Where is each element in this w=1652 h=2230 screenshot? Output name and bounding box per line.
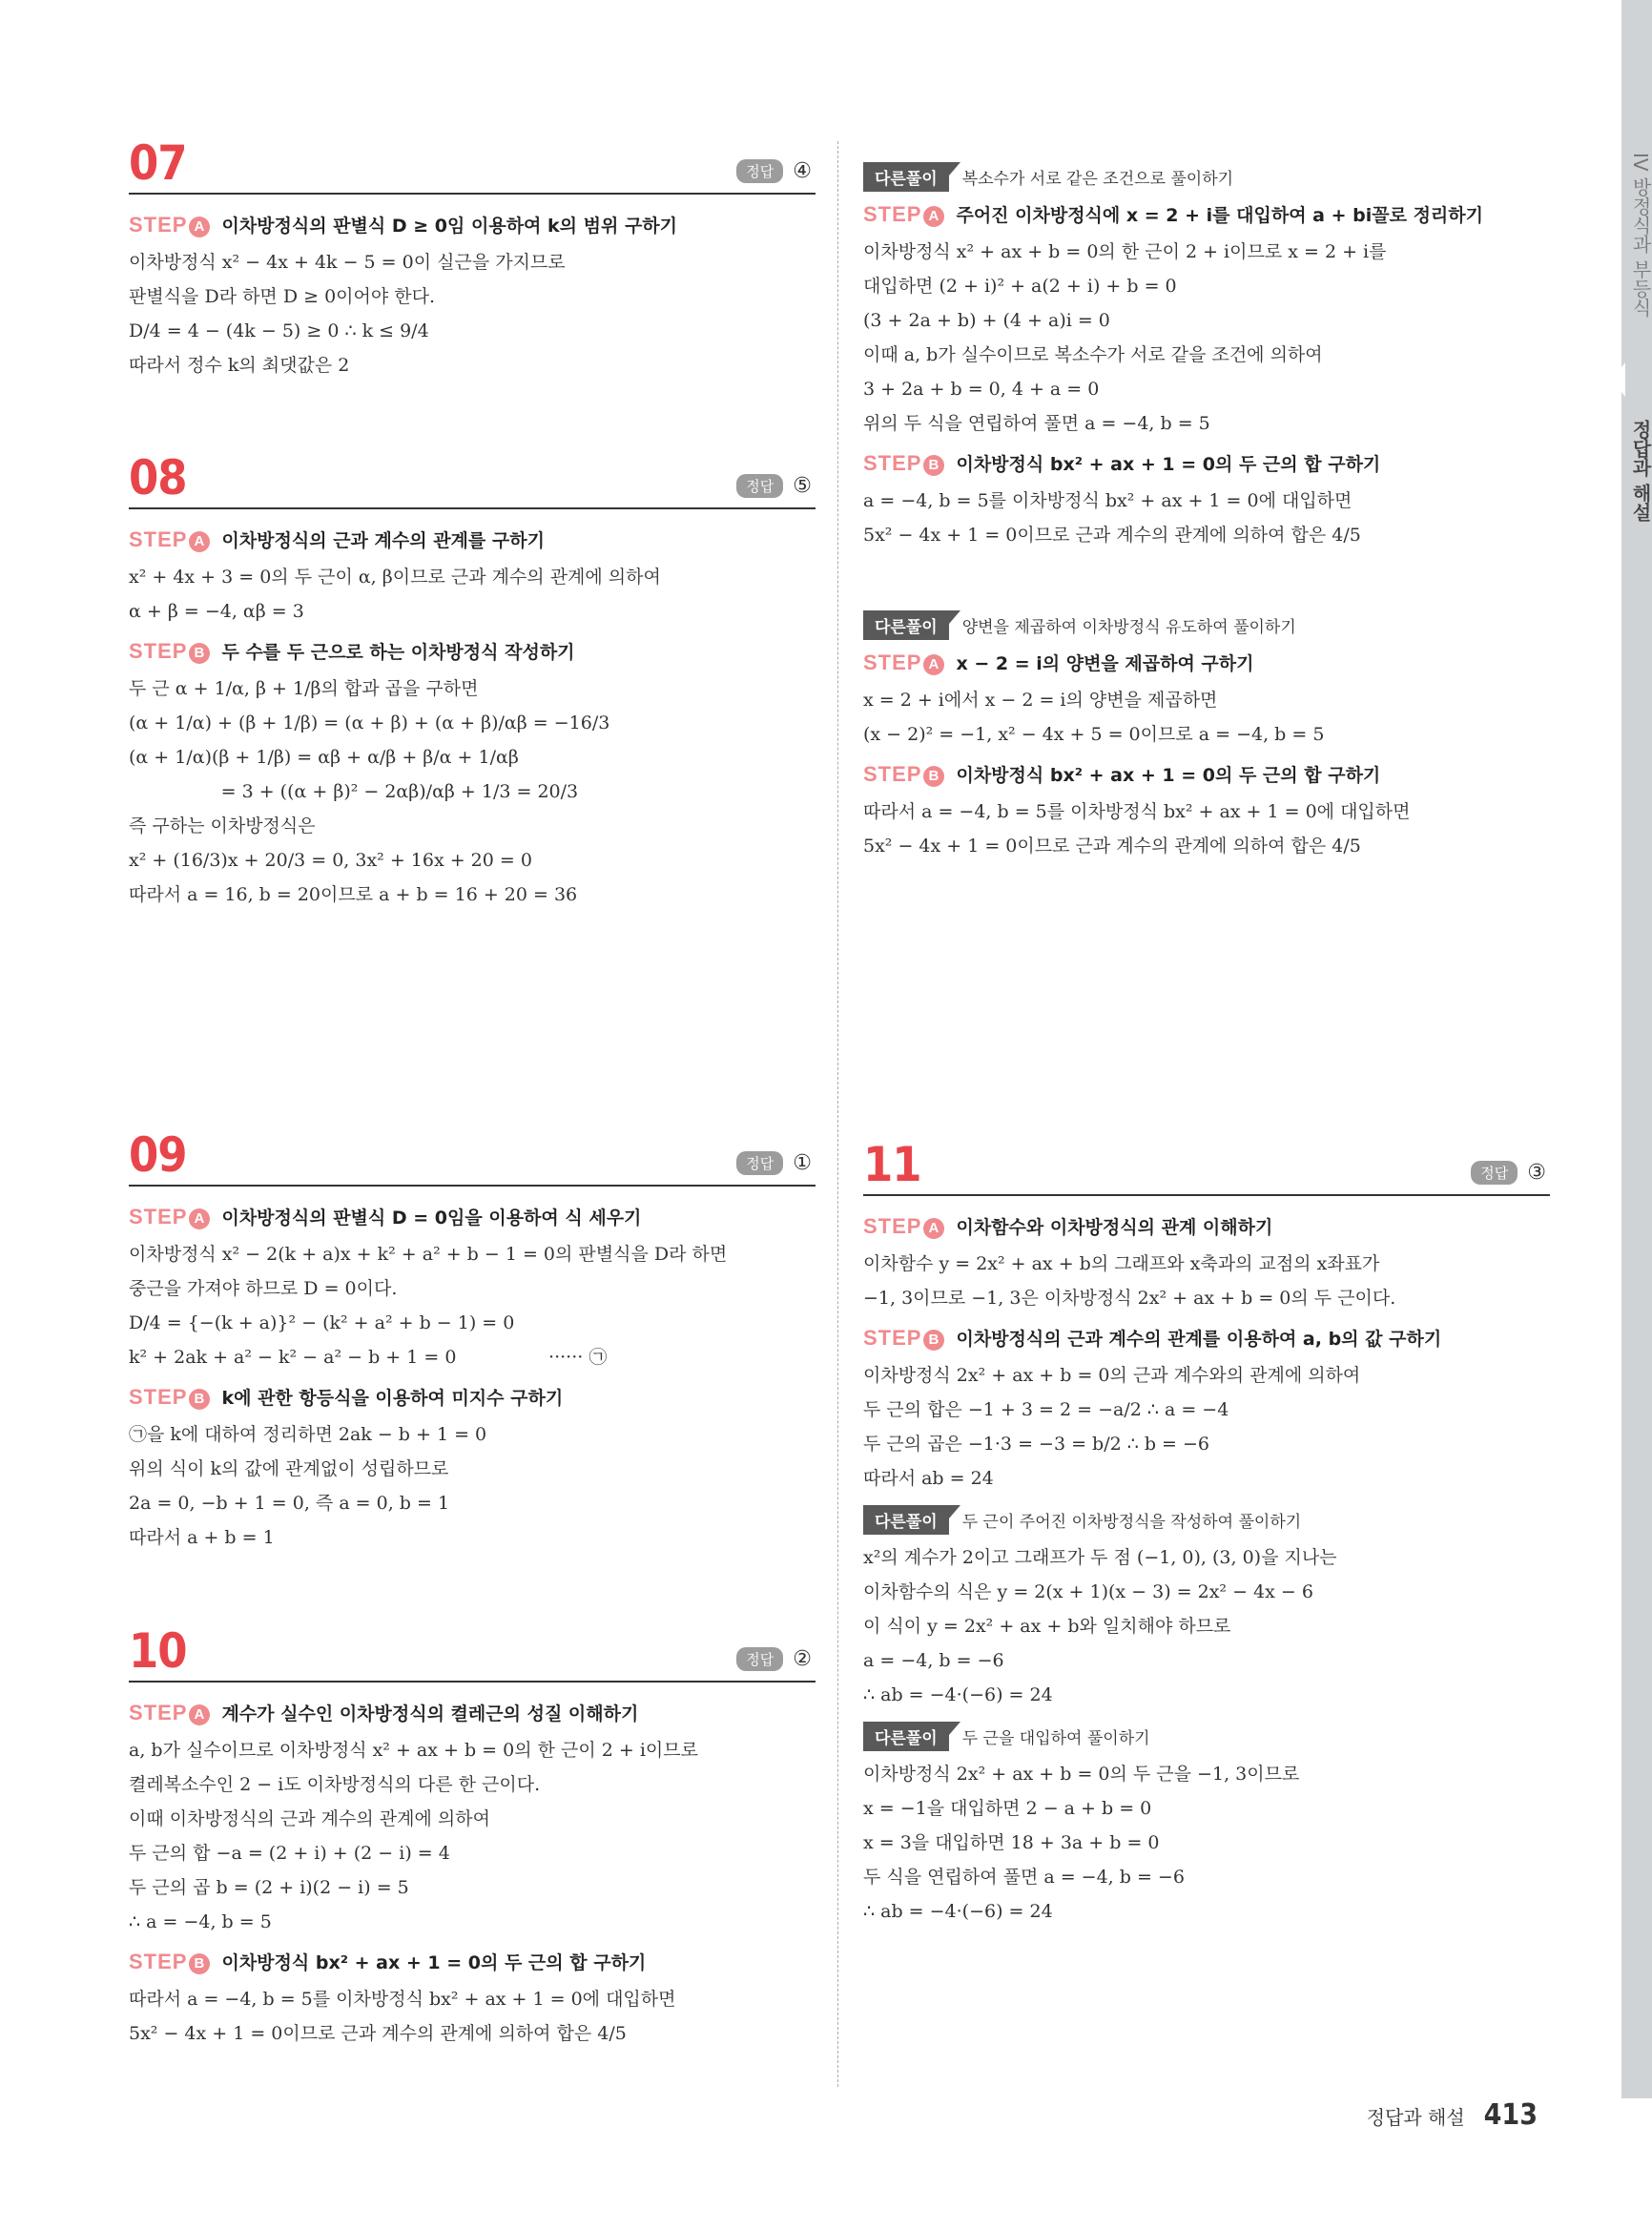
alt-title: 두 근이 주어진 이차방정식을 작성하여 풀이하기 <box>961 1513 1302 1532</box>
step-tag: STEP B <box>129 1385 210 1410</box>
step-heading <box>129 527 816 552</box>
step-tag: STEP B <box>863 762 944 787</box>
answer-badge: 정답 <box>736 1151 783 1175</box>
answer-value: ③ <box>1527 1161 1546 1185</box>
solution-line: 이차방정식 x² − 2(k + a)x + k² + a² + b − 1 = 0의 판별식을 D라 하면 <box>129 1244 728 1265</box>
solution-line: D/4 = {−(k + a)}² − (k² + a² + b − 1) = 0 <box>129 1312 515 1333</box>
solution-line: ∴ ab = −4·(−6) = 24 <box>863 1901 1053 1922</box>
solution-line: 따라서 정수 k의 최댓값은 2 <box>129 355 350 376</box>
answer-value: ② <box>793 1647 812 1671</box>
alt-solution-10a <box>863 153 1550 552</box>
step-heading <box>129 638 816 664</box>
alt-badge: 다른풀이 <box>863 610 949 640</box>
answer-badge: 정답 <box>1471 1161 1518 1185</box>
step-letter-badge: B <box>923 766 944 787</box>
solution-line: 5x² − 4x + 1 = 0이므로 근과 계수의 관계에 의하여 합은 4/5 <box>863 836 1361 857</box>
step-letter-badge: A <box>189 531 210 552</box>
alt-title: 두 근을 대입하여 풀이하기 <box>961 1729 1150 1748</box>
page-number: 413 <box>1483 2098 1538 2132</box>
problem-header <box>129 448 816 509</box>
answer <box>736 474 812 498</box>
solution-line: 이 식이 y = 2x² + ax + b와 일치해야 하므로 <box>863 1616 1231 1637</box>
step-title: x − 2 = i의 양변을 제곱하여 구하기 <box>956 653 1254 674</box>
solution-line: D/4 = 4 − (4k − 5) ≥ 0 ∴ k ≤ 9/4 <box>129 320 429 341</box>
step-letter-badge: B <box>189 1953 210 1974</box>
solution-line: 따라서 a + b = 1 <box>129 1527 275 1548</box>
solution-line: x = 2 + i에서 x − 2 = i의 양변을 제곱하면 <box>863 690 1218 711</box>
alt-badge: 다른풀이 <box>863 1505 949 1535</box>
step-tag: STEP A <box>129 1701 210 1725</box>
solution-line: 중근을 가져야 하므로 D = 0이다. <box>129 1278 398 1299</box>
solution-line: 두 식을 연립하여 풀면 a = −4, b = −6 <box>863 1867 1185 1888</box>
solution-line: ∴ ab = −4·(−6) = 24 <box>863 1684 1053 1705</box>
problem-header <box>863 1135 1550 1196</box>
problem-number: 10 <box>129 1623 187 1679</box>
step-title: k에 관한 항등식을 이용하여 미지수 구하기 <box>221 1388 564 1409</box>
step-heading <box>129 1384 816 1410</box>
alt-badge: 다른풀이 <box>863 1722 949 1751</box>
problem-10 <box>129 1621 816 2051</box>
solution-line: 판별식을 D라 하면 D ≥ 0이어야 한다. <box>129 286 436 307</box>
solution-line: 즉 구하는 이차방정식은 <box>129 816 316 836</box>
solution-line: x = 3을 대입하면 18 + 3a + b = 0 <box>863 1832 1160 1853</box>
step-title: 이차방정식 bx² + ax + 1 = 0의 두 근의 합 구하기 <box>956 454 1381 475</box>
step-heading <box>863 1213 1550 1239</box>
step-title: 이차함수와 이차방정식의 관계 이해하기 <box>956 1217 1273 1238</box>
solution-line: 대입하면 (2 + i)² + a(2 + i) + b = 0 <box>863 276 1177 297</box>
step-tag: STEP B <box>863 1326 944 1351</box>
solution-line: 따라서 a = −4, b = 5를 이차방정식 bx² + ax + 1 = 0에 대입하면 <box>863 801 1411 822</box>
chapter-tab-text: IV 방정식과 부등식 <box>1629 153 1652 318</box>
solution-line: 5x² − 4x + 1 = 0이므로 근과 계수의 관계에 의하여 합은 4/5 <box>863 525 1361 546</box>
step-letter-badge: B <box>189 643 210 664</box>
step-letter-badge: A <box>923 206 944 227</box>
chapter-side-tab <box>1621 0 1652 2098</box>
alt-heading <box>863 1722 1550 1751</box>
step-letter-badge: B <box>923 455 944 476</box>
step-letter-badge: A <box>923 654 944 675</box>
step-letter-badge: A <box>923 1218 944 1239</box>
step-heading <box>129 1204 816 1229</box>
solution-line: 두 근 α + 1/α, β + 1/β의 합과 곱을 구하면 <box>129 678 479 699</box>
alt-title: 복소수가 서로 같은 조건으로 풀이하기 <box>961 170 1234 189</box>
alt-heading <box>863 1505 1550 1535</box>
alt-heading <box>863 610 1550 640</box>
solution-line: 이차방정식 2x² + ax + b = 0의 두 근을 −1, 3이므로 <box>863 1764 1300 1785</box>
problem-header <box>129 1621 816 1683</box>
step-heading <box>863 201 1550 227</box>
step-title: 이차방정식의 판별식 D ≥ 0임 이용하여 k의 범위 구하기 <box>221 216 678 237</box>
solution-line: k² + 2ak + a² − k² − a² − b + 1 = 0 ······ ㉠ <box>129 1347 608 1368</box>
step-tag: STEP B <box>129 639 210 664</box>
solution-line: 이때 a, b가 실수이므로 복소수가 서로 같을 조건에 의하여 <box>863 344 1323 365</box>
step-heading <box>863 650 1550 675</box>
solution-line: 위의 식이 k의 값에 관계없이 성립하므로 <box>129 1458 449 1479</box>
solution-line: 위의 두 식을 연립하여 풀면 a = −4, b = 5 <box>863 413 1210 434</box>
solution-line: 이차함수 y = 2x² + ax + b의 그래프와 x축과의 교점의 x좌표가 <box>863 1253 1380 1274</box>
alt-solution-10b <box>863 601 1550 863</box>
solution-line: 이차함수의 식은 y = 2(x + 1)(x − 3) = 2x² − 4x − 6 <box>863 1581 1313 1602</box>
solution-line: 2a = 0, −b + 1 = 0, 즉 a = 0, b = 1 <box>129 1493 450 1514</box>
answer <box>736 159 812 183</box>
step-letter-badge: B <box>923 1330 944 1351</box>
solution-line: 이차방정식 2x² + ax + b = 0의 근과 계수와의 관계에 의하여 <box>863 1365 1361 1386</box>
answer <box>1471 1161 1546 1185</box>
solution-line: 이차방정식 x² + ax + b = 0의 한 근이 2 + i이므로 x = 2 + i를 <box>863 241 1387 262</box>
step-heading <box>129 1700 816 1725</box>
solution-line: 두 근의 합은 −1 + 3 = 2 = −a/2 ∴ a = −4 <box>863 1399 1229 1420</box>
step-tag: STEP A <box>129 527 210 552</box>
step-heading <box>863 1325 1550 1351</box>
step-heading <box>863 450 1550 476</box>
solution-line: 따라서 ab = 24 <box>863 1468 994 1489</box>
solution-line: a = −4, b = 5를 이차방정식 bx² + ax + 1 = 0에 대입하면 <box>863 490 1353 511</box>
problem-number: 08 <box>129 450 187 506</box>
solution-line: x² + (16/3)x + 20/3 = 0, 3x² + 16x + 20 = 0 <box>129 850 532 871</box>
solution-line: α + β = −4, αβ = 3 <box>129 601 304 622</box>
footer-label: 정답과 해설 <box>1366 2106 1465 2129</box>
step-tag: STEP A <box>863 650 944 675</box>
section-tab-text: 정답과 해설 <box>1629 420 1652 522</box>
page-footer <box>1367 2098 1538 2132</box>
answer <box>736 1647 812 1671</box>
step-title: 이차방정식 bx² + ax + 1 = 0의 두 근의 합 구하기 <box>221 1952 647 1973</box>
step-tag: STEP A <box>129 213 210 237</box>
problem-number: 09 <box>129 1127 187 1183</box>
answer <box>736 1151 812 1175</box>
step-title: 이차방정식의 근과 계수의 관계를 이용하여 a, b의 값 구하기 <box>956 1329 1442 1350</box>
step-heading <box>129 1949 816 1974</box>
solution-line: 두 근의 합 −a = (2 + i) + (2 − i) = 4 <box>129 1843 450 1864</box>
tab-pointer-icon <box>1612 362 1625 397</box>
answer-badge: 정답 <box>736 159 783 183</box>
solution-line: 이차방정식 x² − 4x + 4k − 5 = 0이 실근을 가지므로 <box>129 252 566 273</box>
alt-title: 양변을 제곱하여 이차방정식 유도하여 풀이하기 <box>961 618 1296 637</box>
solution-line: ∴ a = −4, b = 5 <box>129 1911 272 1932</box>
solution-line: x = −1을 대입하면 2 − a + b = 0 <box>863 1798 1152 1819</box>
step-letter-badge: A <box>189 1704 210 1725</box>
step-letter-badge: A <box>189 217 210 237</box>
problem-header <box>129 134 816 195</box>
step-heading <box>129 212 816 237</box>
step-tag: STEP B <box>863 451 944 476</box>
answer-badge: 정답 <box>736 474 783 498</box>
solution-line: (3 + 2a + b) + (4 + a)i = 0 <box>863 310 1110 331</box>
step-letter-badge: A <box>189 1208 210 1229</box>
alt-heading <box>863 162 1550 192</box>
solution-line: 두 근의 곱 b = (2 + i)(2 − i) = 5 <box>129 1877 409 1898</box>
solution-line: 5x² − 4x + 1 = 0이므로 근과 계수의 관계에 의하여 합은 4/5 <box>129 2023 627 2044</box>
solution-line: 3 + 2a + b = 0, 4 + a = 0 <box>863 379 1100 400</box>
answer-value: ① <box>793 1151 812 1175</box>
step-tag: STEP A <box>129 1205 210 1229</box>
solution-line: a, b가 실수이므로 이차방정식 x² + ax + b = 0의 한 근이 2 + i이므로 <box>129 1740 698 1761</box>
step-title: 이차방정식의 근과 계수의 관계를 구하기 <box>221 530 545 551</box>
answer-value: ⑤ <box>793 474 812 498</box>
problem-09 <box>129 1125 816 1555</box>
problem-07 <box>129 134 816 382</box>
solution-line: (α + 1/α)(β + 1/β) = αβ + α/β + β/α + 1/αβ <box>129 747 519 768</box>
problem-08 <box>129 448 816 912</box>
problem-header <box>129 1125 816 1187</box>
solution-line: (x − 2)² = −1, x² − 4x + 5 = 0이므로 a = −4, b = 5 <box>863 724 1325 745</box>
solution-line: −1, 3이므로 −1, 3은 이차방정식 2x² + ax + b = 0의 두 근이다. <box>863 1288 1396 1309</box>
solution-line: ㉠을 k에 대하여 정리하면 2ak − b + 1 = 0 <box>129 1424 487 1445</box>
solution-line: 따라서 a = −4, b = 5를 이차방정식 bx² + ax + 1 = 0에 대입하면 <box>129 1989 676 2010</box>
solution-line: 켤레복소수인 2 − i도 이차방정식의 다른 한 근이다. <box>129 1774 541 1795</box>
solution-line: 따라서 a = 16, b = 20이므로 a + b = 16 + 20 = 36 <box>129 884 578 905</box>
problem-number: 11 <box>863 1137 921 1192</box>
answer-value: ④ <box>793 159 812 183</box>
answer-badge: 정답 <box>736 1647 783 1671</box>
solution-line: 두 근의 곱은 −1·3 = −3 = b/2 ∴ b = −6 <box>863 1434 1210 1455</box>
step-tag: STEP A <box>863 202 944 227</box>
step-title: 계수가 실수인 이차방정식의 켤레근의 성질 이해하기 <box>221 1703 639 1724</box>
solution-line: = 3 + ((α + β)² − 2αβ)/αβ + 1/3 = 20/3 <box>129 781 579 802</box>
solution-line: x² + 4x + 3 = 0의 두 근이 α, β이므로 근과 계수의 관계에 의하여 <box>129 567 661 588</box>
column-divider <box>837 141 838 2087</box>
step-title: 두 수를 두 근으로 하는 이차방정식 작성하기 <box>221 642 575 663</box>
solution-line: 이때 이차방정식의 근과 계수의 관계에 의하여 <box>129 1808 490 1829</box>
problem-number: 07 <box>129 135 187 191</box>
step-title: 이차방정식 bx² + ax + 1 = 0의 두 근의 합 구하기 <box>956 765 1381 786</box>
solution-line: (α + 1/α) + (β + 1/β) = (α + β) + (α + β)/αβ = −16/3 <box>129 712 610 733</box>
step-letter-badge: B <box>189 1389 210 1410</box>
step-title: 이차방정식의 판별식 D = 0임을 이용하여 식 세우기 <box>221 1208 642 1229</box>
problem-11 <box>863 1135 1550 1929</box>
step-heading <box>863 761 1550 787</box>
alt-badge: 다른풀이 <box>863 162 949 192</box>
step-tag: STEP A <box>863 1214 944 1239</box>
step-title: 주어진 이차방정식에 x = 2 + i를 대입하여 a + bi꼴로 정리하기 <box>956 205 1483 226</box>
solution-line: x²의 계수가 2이고 그래프가 두 점 (−1, 0), (3, 0)을 지나는 <box>863 1547 1337 1568</box>
solution-line: a = −4, b = −6 <box>863 1650 1004 1671</box>
step-tag: STEP B <box>129 1950 210 1974</box>
